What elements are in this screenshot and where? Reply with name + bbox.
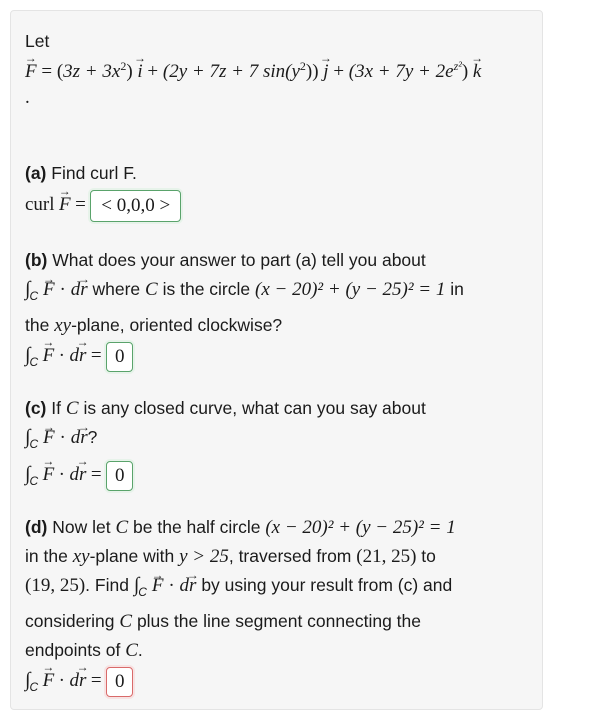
- part-c-answer-row: $\int_C \to F \cdot d\to r = 0$: [25, 461, 542, 491]
- part-b-answer-row: $\int_C \to F \cdot d\to r = 0$: [25, 342, 542, 372]
- k-component: (3x + 7y + 2e: [348, 61, 454, 82]
- part-c-answer-box[interactable]: [106, 461, 134, 491]
- i-component: 3z + 3x: [63, 61, 121, 82]
- j-component: (2y + 7z + 7 sin(y: [162, 61, 300, 82]
- part-b-answer-box[interactable]: [106, 342, 134, 372]
- part-b-answer: 0: [114, 346, 125, 367]
- vector-field-definition: → $F = (3z + 3x^2) \to i + (2y + 7z + 7$ $\sin(y^2)) \to j + (3x + 7y + 2e^{z^2}) \to k$: [25, 59, 542, 83]
- k-unit-vector: → k: [473, 61, 481, 83]
- intro-dot: .: [25, 87, 30, 108]
- part-d-answer-row: $\int_C \to F \cdot d\to r = 0$: [25, 667, 542, 697]
- part-a-answer: < 0,0,0 >: [101, 195, 171, 216]
- part-a-answer-box[interactable]: [90, 190, 181, 222]
- F-symbol: → F: [25, 61, 37, 83]
- let-label: Let: [25, 31, 50, 51]
- part-a: [25, 159, 542, 222]
- j-unit-vector: → j: [323, 61, 328, 83]
- part-b: (b) What does your answer to part (a) tell you about $\int_C \to F \cdot d\to r$ where C is the circle (x − 20)² + (y − 25)² = 1 in the xy-plane, oriented clockwise? $\int_C \to F \cdot d\to r = 0$: [25, 246, 542, 372]
- intro: [25, 29, 542, 137]
- part-c-answer: 0: [114, 465, 125, 486]
- part-c: (c) If C is any closed curve, what can you say about $\int_C \to F \cdot d\to r$? $\int_C \to F \cdot d\to r = 0$: [25, 394, 542, 491]
- part-d: (d) Now let C be the half circle (x − 20)² + (y − 25)² = 1 in the xy-plane with y > 25, traversed from (21, 25) to (19, 25). Find $\int_C \to F \cdot d\to r$ by using your result from (c) and considering C plus the line segment connecting the endpoints of C. $\int_C \to F \cdot d\to r = 0$: [25, 513, 542, 697]
- part-d-answer-box[interactable]: [106, 667, 134, 697]
- part-a-question: (a) Find curl F.: [25, 163, 137, 183]
- question-card: [10, 10, 543, 710]
- part-a-answer-row: curl → F = < 0,0,0 >: [25, 190, 542, 222]
- i-unit-vector: → i: [137, 61, 142, 83]
- part-d-answer: 0: [114, 671, 125, 692]
